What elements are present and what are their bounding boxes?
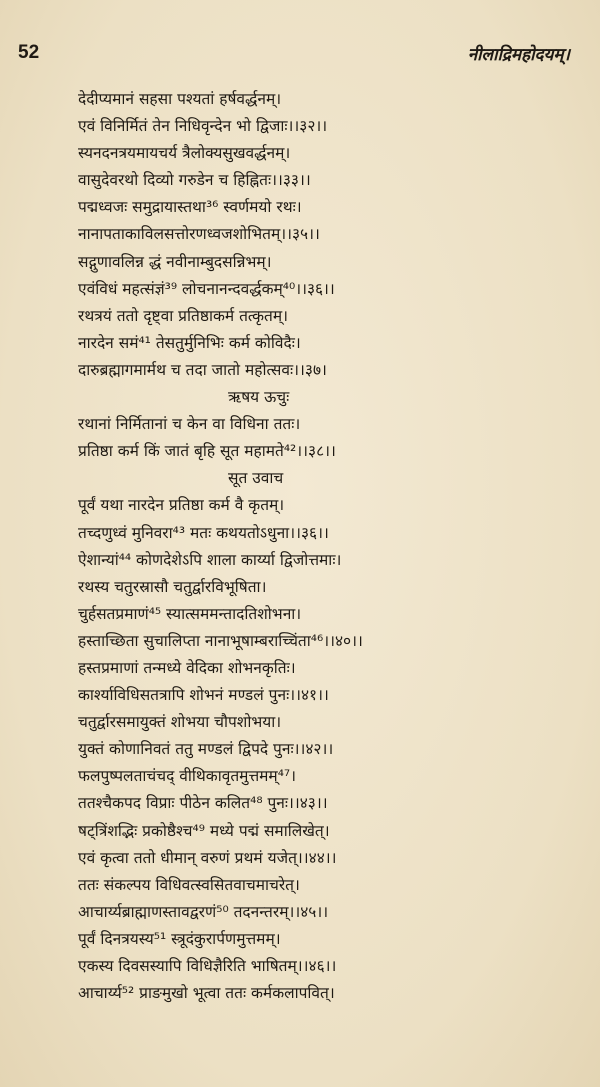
verse-line: ततः संकल्पय विधिवत्स्वसितवाचमाचरेत्। (78, 875, 300, 894)
verse-line: कार्श्याविधिसतत्रापि शोभनं मण्डलं पुनः।।४१।। (78, 686, 329, 705)
verse-line: तच्दणुध्वं मुनिवरा⁴³ मतः कथयतोऽधुना।।३६।। (78, 523, 329, 542)
verse-line: रथत्रयं ततो दृष्ट्वा प्रतिष्ठाकर्म तत्कृतम्। (78, 306, 288, 325)
verse-line: षट्त्रिंशद्भिः प्रकोष्ठैश्च⁴⁹ मध्ये पद्मं समालिखेत्। (78, 821, 330, 840)
verse-line: वासुदेवरथो दिव्यो गरुडेन च हिह्नितः।।३३।। (78, 171, 311, 190)
verse-line: दारुब्रह्मागमार्मथ च तदा जातो महोत्सवः।।३७। (78, 360, 327, 379)
verse-line: फलपुष्पलताचंचद् वीथिकावृतमुत्तमम्⁴⁷। (78, 767, 297, 786)
verse-line: स्यनदनत्रयमायचर्य त्रैलोक्यसुखवर्द्धनम्। (78, 144, 291, 163)
verse-line: पूर्वं दिनत्रयस्य⁵¹ स्त्रूदंकुरार्पणमुत्तमम्। (78, 929, 281, 948)
verse-line: एवंविधं महत्संज्ञं³⁹ लोचनानन्दवर्द्धकम्⁴⁰।।३६।। (78, 279, 335, 298)
verse-line: पूर्वं यथा नारदेन प्रतिष्ठा कर्म वै कृतम्। (78, 496, 285, 515)
verse-line: हस्तप्रमाणां तन्मध्ये वेदिका शोभनकृतिः। (78, 658, 296, 677)
page-number: 52 (18, 42, 40, 63)
verse-line: नारदेन समं⁴¹ तेसतुर्मुनिभिः कर्म कोविदैः। (78, 333, 301, 352)
verse-line: एकस्य दिवसस्यापि विधिज्ञैरिति भाषितम्।।४६।। (78, 957, 337, 975)
verse-line: सद्गुणावलिन्न द्धं नवीनाम्बुदसन्निभम्। (78, 252, 272, 271)
verse-line: एवं कृत्वा ततो धीमान् वरुणं प्रथमं यजेत्।।४४।। (78, 848, 337, 867)
verse-line: प्रतिष्ठा कर्म किं जातं बृहि सूत महामते⁴²।।३८।। (78, 442, 336, 461)
verse-line: रथानां निर्मितानां च केन वा विधिना ततः। (78, 415, 301, 434)
verse-line: ऐशान्यां⁴⁴ कोणदेशेऽपि शाला कार्य्या द्विजोत्तमाः। (78, 550, 342, 569)
verse-line: पद्मध्वजः समुद्रायास्तथा³⁶ स्वर्णमयो रथः। (78, 198, 302, 217)
verse-line: चुर्हसतप्रमाणं⁴⁵ स्यात्सममन्तादतिशोभना। (78, 604, 302, 623)
verse-line: आचार्य्यब्राह्माणस्तावद्वरणं⁵⁰ तदनन्तरम्।।४५।। (78, 902, 329, 921)
verse-line: नानापताकाविलसत्तोरणध्वजशोभितम्।।३५।। (78, 225, 320, 244)
verse-line: रथस्य चतुरस्रासौ चतुर्द्वारविभूषिता। (78, 577, 267, 596)
verse-text (78, 86, 578, 1007)
verse-line: हस्ताच्छिता सुचालिप्ता नानाभूषाम्बराच्चिंता⁴⁶।।४०।। (78, 631, 363, 650)
verse-line: चतुर्द्वारसमायुक्तं शोभया चौपशोभया। (78, 713, 282, 732)
speaker-heading: ऋषय ऊचुः (228, 388, 290, 407)
verse-line: देदीप्यमानं सहसा पश्यतां हर्षवर्द्धनम्। (78, 90, 282, 108)
page-header (18, 42, 570, 72)
verse-line: ततश्चैकपद विप्राः पीठेन कलित⁴⁸ पुनः।।४३।। (78, 794, 328, 813)
verse-line: आचार्य्य⁵² प्राङमुखो भूत्वा ततः कर्मकलापवित्। (78, 984, 335, 1003)
verse-line: युक्तं कोणानिवतं ततु मण्डलं द्विपदे पुनः।।४२।। (78, 740, 334, 759)
speaker-heading: सूत उवाच (228, 469, 284, 488)
running-title: नीलाद्रिमहोदयम्। (467, 45, 570, 65)
verse-line: एवं विनिर्मितं तेन निधिवृन्देन भो द्विजाः।।३२।। (78, 117, 328, 136)
